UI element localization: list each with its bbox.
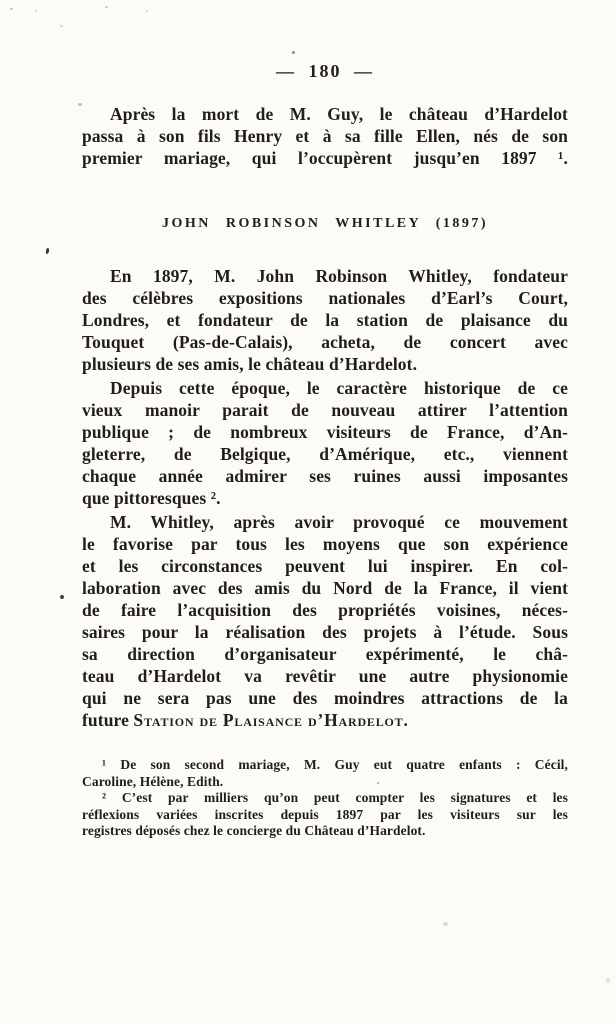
text-line: qui ne sera pas une des moindres attractions de la bbox=[82, 688, 568, 708]
paragraph-3 bbox=[82, 377, 568, 509]
last-line-prefix: future bbox=[82, 710, 134, 730]
scan-speck bbox=[443, 922, 448, 926]
text-line: des célèbres expositions nationales d’Earl’s Court, bbox=[82, 288, 568, 308]
footnote-1 bbox=[82, 757, 568, 790]
text-line bbox=[82, 709, 568, 731]
scan-speck bbox=[292, 51, 295, 54]
station-smallcaps-text: Station de Plaisance d’Hardelot. bbox=[133, 710, 409, 730]
scan-speck bbox=[10, 8, 13, 10]
text-line: saires pour la réalisation des projets à l’étude. Sous bbox=[82, 622, 568, 642]
text-line: chaque année admirer ses ruines aussi imposantes bbox=[82, 466, 568, 486]
scan-speck bbox=[45, 248, 49, 255]
paragraph-2 bbox=[82, 265, 568, 375]
paragraph-1 bbox=[82, 103, 568, 169]
footnote-line: registres déposés chez le concierge du Château d’Hardelot. bbox=[82, 823, 426, 838]
text-line: le favorise par tous les moyens que son expérience bbox=[82, 534, 568, 554]
scan-speck bbox=[60, 595, 64, 599]
footnote-2 bbox=[82, 790, 568, 840]
text-line: Londres, et fondateur de la station de plaisance du bbox=[82, 310, 568, 330]
text-line: que pittoresques ². bbox=[82, 488, 221, 508]
text-line: premier mariage, qui l’occupèrent jusqu’en 1897 ¹. bbox=[82, 148, 568, 168]
footnote-line: Caroline, Hélène, Edith. bbox=[82, 773, 224, 789]
scan-speck bbox=[377, 782, 379, 784]
paragraph-4 bbox=[82, 511, 568, 731]
text-line: vieux manoir parait de nouveau attirer l’attention bbox=[82, 400, 568, 420]
text-line: gleterre, de Belgique, d’Amérique, etc., viennent bbox=[82, 444, 568, 464]
footnotes bbox=[82, 757, 568, 840]
scan-speck bbox=[35, 10, 37, 12]
text-line: Après la mort de M. Guy, le château d’Hardelot bbox=[110, 104, 568, 124]
footnote-line: ¹ De son second mariage, M. Guy eut quatre enfants : Cécil, bbox=[102, 757, 568, 772]
scan-speck bbox=[606, 978, 610, 983]
page-number: — 180 — bbox=[276, 61, 374, 81]
footnote-line: réflexions variées inscrites depuis 1897 par les visiteurs sur les bbox=[82, 806, 568, 822]
text-line: teau d’Hardelot va revêtir une autre physionomie bbox=[82, 666, 568, 686]
text-block bbox=[82, 0, 568, 1024]
scan-speck bbox=[78, 103, 82, 106]
scan-speck bbox=[146, 10, 148, 12]
text-line: de faire l’acquisition des propriétés voisines, néces- bbox=[82, 600, 568, 620]
text-line: et les circonstances peuvent lui inspirer. En col- bbox=[82, 556, 568, 576]
text-line: Depuis cette époque, le caractère historique de ce bbox=[110, 378, 568, 398]
scan-speck bbox=[105, 6, 108, 8]
text-line: laboration avec des amis du Nord de la France, il vient bbox=[82, 578, 568, 598]
text-line: publique ; de nombreux visiteurs de France, d’An- bbox=[82, 422, 568, 442]
text-line: Touquet (Pas-de-Calais), acheta, de concert avec bbox=[82, 332, 568, 352]
text-line: passa à son fils Henry et à sa fille Ellen, nés de son bbox=[82, 126, 568, 146]
text-line: sa direction d’organisateur expérimenté, le châ- bbox=[82, 644, 568, 664]
text-line: plusieurs de ses amis, le château d’Hardelot. bbox=[82, 354, 418, 374]
text-line: M. Whitley, après avoir provoqué ce mouvement bbox=[110, 512, 568, 532]
scan-speck bbox=[60, 25, 63, 27]
text-line: En 1897, M. John Robinson Whitley, fondateur bbox=[110, 266, 568, 286]
section-heading: JOHN ROBINSON WHITLEY (1897) bbox=[161, 216, 489, 231]
footnote-line: ² C’est par milliers qu’on peut compter les signatures et les bbox=[102, 790, 568, 805]
